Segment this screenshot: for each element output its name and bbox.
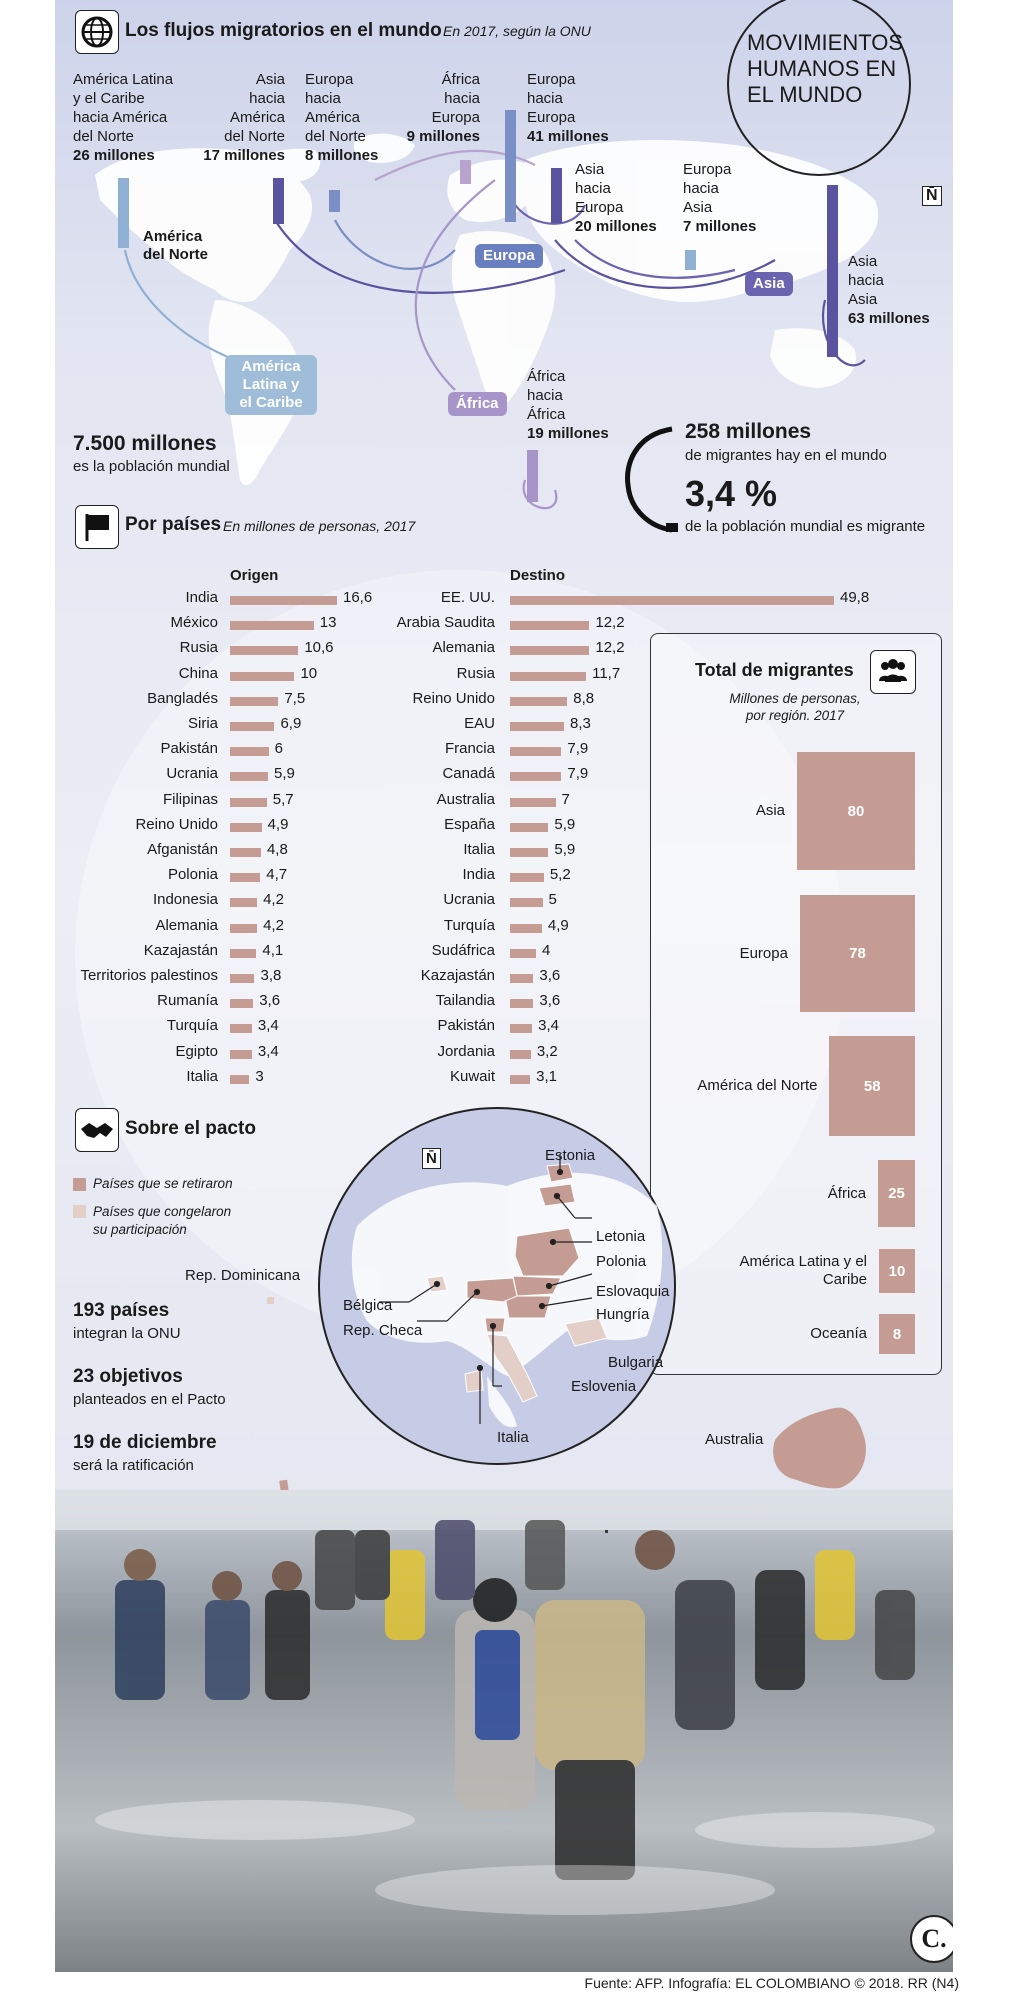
destination-bar — [510, 898, 543, 907]
country-eslovenia: Eslovenia — [571, 1378, 637, 1395]
origin-value: 4,7 — [266, 866, 288, 884]
by-country-subtitle: En millones de personas, 2017 — [223, 518, 416, 534]
pact-title: Sobre el pacto — [125, 1118, 256, 1139]
destination-label: Pakistán — [437, 1017, 495, 1035]
origin-value: 3,8 — [260, 967, 282, 984]
destination-bar — [510, 924, 542, 933]
total-bar: 8 — [879, 1314, 915, 1354]
destination-bar — [510, 722, 564, 731]
migrants-photo — [55, 1490, 953, 1972]
europe-north-arrow-icon: N̄ — [422, 1148, 441, 1169]
destination-bar — [510, 697, 567, 706]
destination-value: 12,2 — [595, 614, 625, 632]
destination-row — [55, 690, 953, 715]
destination-bar — [510, 621, 589, 630]
origin-label: Territorios palestinos — [80, 967, 218, 984]
destination-value: 49,8 — [840, 589, 870, 606]
destination-row — [55, 715, 953, 740]
date-value: 19 de diciembre — [73, 1432, 217, 1453]
total-label: Europa — [739, 944, 788, 962]
region-asia: Asia — [745, 272, 793, 296]
origin-label: Kazajastán — [143, 941, 218, 959]
destination-value: 5,9 — [554, 841, 576, 858]
total-bar: 58 — [829, 1036, 915, 1136]
destination-bar — [510, 1075, 530, 1084]
origin-label: México — [170, 614, 218, 632]
population-value: 7.500 millones — [73, 432, 217, 455]
totals-subtitle: Millones de personas, por región. 2017 — [729, 691, 861, 723]
total-label: África — [827, 1184, 867, 1202]
destination-label: Alemania — [432, 639, 495, 657]
migrants-bracket-icon — [620, 425, 680, 535]
title-badge-text: MOVIMIENTOS HUMANOS EN EL MUNDO — [747, 30, 904, 107]
origin-label: Filipinas — [162, 790, 218, 808]
destination-value: 3,4 — [538, 1017, 559, 1035]
destination-value: 8,3 — [570, 715, 591, 732]
origin-value: 3,4 — [257, 1017, 279, 1035]
destination-label: India — [462, 866, 495, 884]
origin-label: Siria — [187, 715, 218, 732]
date-label: será la ratificación — [73, 1457, 194, 1474]
total-bar: 10 — [879, 1249, 915, 1293]
page-subtitle: En 2017, según la ONU — [443, 23, 591, 39]
flow-asia-na: Asia hacia América del Norte 17 millones — [203, 71, 285, 164]
un-label: integran la ONU — [73, 1325, 181, 1342]
region-north-america: América del Norte — [143, 228, 209, 263]
destination-label: Ucrania — [443, 891, 495, 909]
infographic-panel — [55, 0, 953, 1972]
el-colombiano-logo: C. — [910, 1915, 953, 1963]
destination-bar — [510, 672, 586, 681]
total-label: Asia — [755, 802, 785, 819]
destination-row — [55, 614, 953, 639]
australia-shape — [765, 1400, 875, 1495]
destination-bar — [510, 823, 548, 832]
destination-value: 3,2 — [536, 1042, 558, 1060]
destination-label: España — [444, 815, 495, 833]
origin-label: Indonesia — [152, 891, 218, 909]
flag-icon — [75, 505, 119, 549]
origin-label: India — [185, 589, 218, 606]
legend-froze-swatch — [73, 1205, 86, 1218]
destination-bar — [510, 873, 544, 882]
destination-bar — [510, 772, 561, 781]
destination-label: Rusia — [456, 664, 495, 682]
destination-value: 3,6 — [539, 992, 561, 1010]
destination-label: EE. UU. — [440, 589, 495, 606]
destination-bar — [510, 974, 533, 983]
north-arrow-icon: N̄ — [922, 186, 942, 206]
country-italia: Italia — [497, 1429, 529, 1446]
destination-bar — [510, 949, 536, 958]
origin-value: 5,9 — [274, 765, 295, 783]
destination-label: Kuwait — [449, 1067, 495, 1085]
destination-bar — [510, 646, 589, 655]
dominicana-marker — [267, 1297, 274, 1304]
destination-label: Kazajastán — [420, 967, 495, 984]
migrants-label: de migrantes hay en el mundo — [685, 447, 887, 464]
flow-eu-asia: Europa hacia Asia 7 millones — [683, 161, 757, 235]
title-badge — [727, 0, 911, 176]
region-africa: África — [448, 392, 507, 416]
origin-label: Alemania — [155, 916, 218, 934]
destination-bar — [510, 798, 556, 807]
origin-value: 4,8 — [266, 841, 288, 858]
destination-label: Sudáfrica — [431, 941, 495, 959]
origin-label: Italia — [186, 1067, 218, 1085]
origin-label: Bangladés — [147, 689, 218, 707]
origin-label: Turquía — [166, 1017, 218, 1035]
migrants-value: 258 millones — [685, 420, 812, 443]
origin-value: 16,6 — [343, 589, 373, 606]
region-europe: Europa — [475, 244, 543, 268]
origin-title: Origen — [230, 567, 279, 584]
by-country-title: Por países — [125, 514, 222, 535]
destination-row — [55, 665, 953, 690]
destination-label: Arabia Saudita — [396, 614, 495, 632]
origin-value: 10,6 — [304, 639, 334, 657]
origin-value: 3,6 — [259, 992, 281, 1010]
origin-label: Rumanía — [157, 992, 218, 1010]
un-value: 193 países — [73, 1300, 170, 1321]
region-latam: América Latina y el Caribe — [225, 355, 317, 415]
origin-value: 5,7 — [272, 790, 294, 808]
origin-label: Ucrania — [166, 765, 218, 783]
handshake-icon — [75, 1108, 119, 1152]
destination-label: Canadá — [442, 765, 495, 783]
country-eslovaquia: Eslovaquia — [596, 1283, 670, 1300]
origin-value: 6 — [274, 740, 284, 758]
footer-credits: Fuente: AFP. Infografía: EL COLOMBIANO © 2018. RR (N4) — [584, 1975, 959, 1991]
total-label: América Latina y el Caribe — [739, 1253, 867, 1288]
origin-label: Polonia — [167, 866, 218, 884]
flow-eu-eu: Europa hacia Europa 41 millones — [527, 71, 609, 145]
destination-value: 5,2 — [549, 866, 571, 884]
country-letonia: Letonia — [596, 1228, 646, 1245]
destination-value: 7,9 — [567, 740, 589, 758]
origin-value: 4,1 — [262, 941, 284, 959]
destination-row — [55, 639, 953, 664]
page-title: Los flujos migratorios en el mundo — [125, 20, 442, 41]
globe-icon — [75, 10, 119, 54]
origin-value: 13 — [319, 614, 337, 632]
flow-eu-na: Europa hacia América del Norte 8 millones — [305, 71, 379, 164]
origin-label: Egipto — [175, 1042, 218, 1060]
total-bar: 78 — [800, 895, 915, 1012]
country-estonia: Estonia — [545, 1147, 596, 1164]
destination-value: 8,8 — [573, 689, 595, 707]
destination-value: 5 — [548, 891, 557, 909]
origin-value: 3,4 — [257, 1042, 279, 1060]
destination-value: 3,6 — [539, 967, 561, 984]
country-hungria: Hungría — [596, 1306, 650, 1323]
origin-value: 6,9 — [280, 715, 302, 732]
destination-value: 5,9 — [554, 815, 576, 833]
country-bulgaria: Bulgaria — [608, 1354, 664, 1371]
origin-label: Pakistán — [160, 740, 218, 758]
destination-label: Jordania — [437, 1042, 495, 1060]
destination-label: Francia — [444, 740, 495, 758]
goals-label: planteados en el Pacto — [73, 1391, 226, 1408]
origin-label: Rusia — [179, 639, 218, 657]
total-bar: 25 — [878, 1160, 915, 1227]
destination-row — [55, 589, 953, 614]
origin-label: Reino Unido — [135, 815, 218, 833]
destination-row — [55, 1068, 953, 1093]
destination-bar — [510, 596, 834, 605]
destination-row — [55, 1017, 953, 1042]
destination-value: 3,1 — [536, 1067, 558, 1085]
destination-value: 4 — [542, 941, 551, 959]
destination-label: Reino Unido — [412, 689, 495, 707]
origin-value: 4,9 — [267, 815, 289, 833]
country-australia: Australia — [705, 1431, 764, 1448]
destination-value: 7,9 — [567, 765, 589, 783]
origin-value: 4,2 — [263, 891, 284, 909]
origin-value: 3 — [255, 1067, 264, 1085]
origin-value: 4,2 — [263, 916, 284, 934]
total-label: Oceanía — [810, 1325, 867, 1342]
destination-bar — [510, 1050, 531, 1059]
country-belgica: Bélgica — [343, 1297, 393, 1314]
origin-label: China — [178, 664, 218, 682]
percent-label: de la población mundial es migrante — [685, 518, 926, 535]
destination-bar — [510, 999, 533, 1008]
destination-label: Australia — [436, 790, 495, 808]
destination-title: Destino — [510, 567, 566, 584]
origin-value: 10 — [300, 664, 318, 682]
destination-value: 12,2 — [595, 639, 625, 657]
country-polonia: Polonia — [596, 1253, 647, 1270]
legend-withdrew: Países que se retiraron — [93, 1176, 233, 1191]
country-checa: Rep. Checa — [343, 1322, 423, 1339]
flow-af-af: África hacia África 19 millones — [527, 368, 609, 442]
flow-af-eu: África hacia Europa 9 millones — [406, 71, 480, 145]
total-bar: 80 — [797, 752, 915, 870]
origin-label: Afganistán — [147, 841, 218, 858]
percent-value: 3,4 % — [685, 473, 778, 514]
destination-label: EAU — [464, 715, 495, 732]
destination-value: 4,9 — [547, 916, 569, 934]
destination-bar — [510, 1024, 532, 1033]
legend-withdrew-swatch — [73, 1178, 86, 1191]
flow-latam-na: América Latina y el Caribe hacia América del Norte 26 millones — [73, 71, 174, 164]
legend-froze: Países que congelaron su participación — [93, 1204, 232, 1237]
destination-row — [55, 1043, 953, 1068]
destination-bar — [510, 848, 548, 857]
destination-value: 7 — [561, 790, 570, 808]
population-label: es la población mundial — [73, 458, 230, 475]
destination-bar — [510, 747, 561, 756]
flow-asia-eu: Asia hacia Europa 20 millones — [575, 161, 657, 235]
destination-label: Italia — [463, 841, 495, 858]
totals-title: Total de migrantes — [695, 660, 854, 680]
goals-value: 23 objetivos — [73, 1366, 183, 1387]
flow-asia-asia: Asia hacia Asia 63 millones — [848, 253, 930, 327]
origin-value: 7,5 — [284, 689, 306, 707]
destination-label: Tailandia — [435, 992, 495, 1010]
country-dominicana: Rep. Dominicana — [185, 1267, 301, 1284]
destination-value: 11,7 — [592, 664, 621, 682]
total-label: América del Norte — [697, 1077, 818, 1094]
destination-label: Turquía — [443, 916, 495, 934]
